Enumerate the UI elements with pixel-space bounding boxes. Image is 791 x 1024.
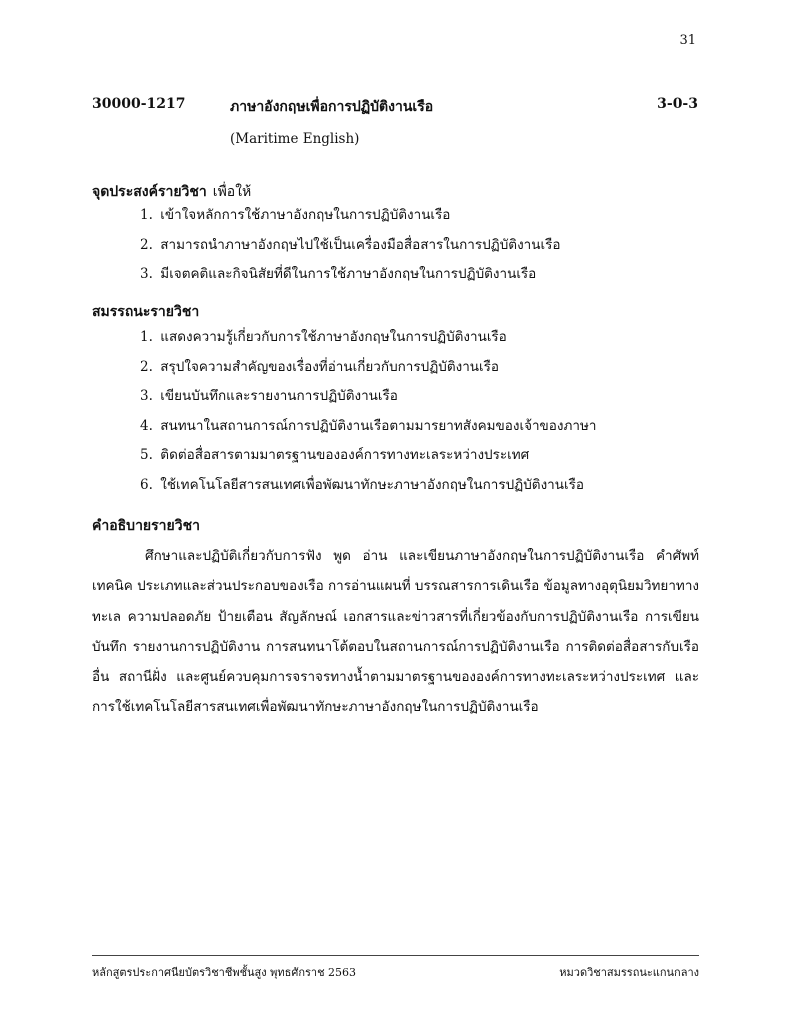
footer-curriculum: หลักสูตรประกาศนียบัตรวิชาชีพชั้นสูง พุทธศักราช 2563 <box>92 966 357 979</box>
list-item <box>140 416 596 446</box>
course-title: ภาษาอังกฤษเพื่อการปฏิบัติงานเรือ <box>230 99 434 115</box>
list-item-number: 2. <box>140 236 153 253</box>
list-item-text: ใช้เทคโนโลยีสารสนเทศเพื่อพัฒนาทักษะภาษาอังกฤษในการปฏิบัติงานเรือ <box>160 476 584 493</box>
description-text: ศึกษาและปฏิบัติเกี่ยวกับการฟัง พูด อ่าน และเขียนภาษาอังกฤษในการปฏิบัติงานเรือ คำศัพท์เทคนิค ประเภทและส่วนประกอบของเรือ การอ่านแผนที่ บรรณสารการเดินเรือ ข้อมูลทางอุตุนิยมวิทยาทางทะเล ความปลอดภัย ป้ายเตือน สัญลักษณ์ เอกสารและข่าวสารที่เกี่ยวข้องกับการปฏิบัติงานเรือ การเขียนบันทึก รายงานการปฏิบัติงาน การสนทนาโต้ตอบในสถานการณ์การปฏิบัติงานเรือ การติดต่อสื่อสารกับเรืออื่น สถานีฝั่ง และศูนย์ควบคุมการจราจรทางน้ำตามมาตรฐานขององค์การทางทะเลระหว่างประเทศ และการใช้เทคโนโลยีสารสนเทศเพื่อพัฒนาทักษะภาษาอังกฤษในการปฏิบัติงานเรือ <box>92 548 699 716</box>
list-item-number: 1. <box>140 329 153 345</box>
list-item-text: สนทนาในสถานการณ์การปฏิบัติงานเรือตามมารยาทสังคมของเจ้าของภาษา <box>160 417 597 434</box>
objectives-heading-sub: เพื่อให้ <box>212 184 252 200</box>
list-item-number: 1. <box>140 207 153 223</box>
course-code: 30000-1217 <box>92 96 186 112</box>
footer-category: หมวดวิชาสมรรถนะแกนกลาง <box>559 966 699 979</box>
description-heading: คำอธิบายรายวิชา <box>92 518 200 534</box>
list-item <box>140 327 596 357</box>
list-item <box>140 264 560 294</box>
list-item-text: สามารถนำภาษาอังกฤษไปใช้เป็นเครื่องมือสื่อสารในการปฏิบัติงานเรือ <box>160 236 561 253</box>
footer-divider <box>92 955 699 956</box>
list-item <box>140 357 596 387</box>
objectives-list <box>140 205 560 294</box>
list-item <box>140 205 560 235</box>
course-header <box>92 96 698 116</box>
list-item-number: 5. <box>140 447 153 463</box>
competencies-heading: สมรรถนะรายวิชา <box>92 304 200 320</box>
list-item <box>140 445 596 475</box>
list-item-text: มีเจตคติและกิจนิสัยที่ดีในการใช้ภาษาอังกฤษในการปฏิบัติงานเรือ <box>160 266 537 282</box>
list-item-number: 4. <box>140 417 153 434</box>
list-item-number: 3. <box>140 266 153 282</box>
list-item-number: 2. <box>140 358 153 375</box>
list-item <box>140 475 596 505</box>
competencies-list <box>140 327 596 504</box>
list-item-text: เขียนบันทึกและรายงานการปฏิบัติงานเรือ <box>160 388 398 404</box>
objectives-heading <box>92 181 251 203</box>
list-item-text: สรุปใจความสำคัญของเรื่องที่อ่านเกี่ยวกับการปฏิบัติงานเรือ <box>160 358 499 375</box>
description-paragraph <box>92 541 699 723</box>
course-credits: 3-0-3 <box>657 96 698 112</box>
list-item <box>140 235 560 265</box>
list-item <box>140 386 596 416</box>
course-title-english: (Maritime English) <box>230 131 360 147</box>
list-item-number: 3. <box>140 388 153 404</box>
list-item-text: แสดงความรู้เกี่ยวกับการใช้ภาษาอังกฤษในการปฏิบัติงานเรือ <box>160 329 507 345</box>
objectives-heading-label: จุดประสงค์รายวิชา <box>92 184 207 200</box>
page-number: 31 <box>679 33 696 48</box>
list-item-number: 6. <box>140 476 153 493</box>
list-item-text: ติดต่อสื่อสารตามมาตรฐานขององค์การทางทะเลระหว่างประเทศ <box>160 447 530 463</box>
list-item-text: เข้าใจหลักการใช้ภาษาอังกฤษในการปฏิบัติงานเรือ <box>160 207 451 223</box>
